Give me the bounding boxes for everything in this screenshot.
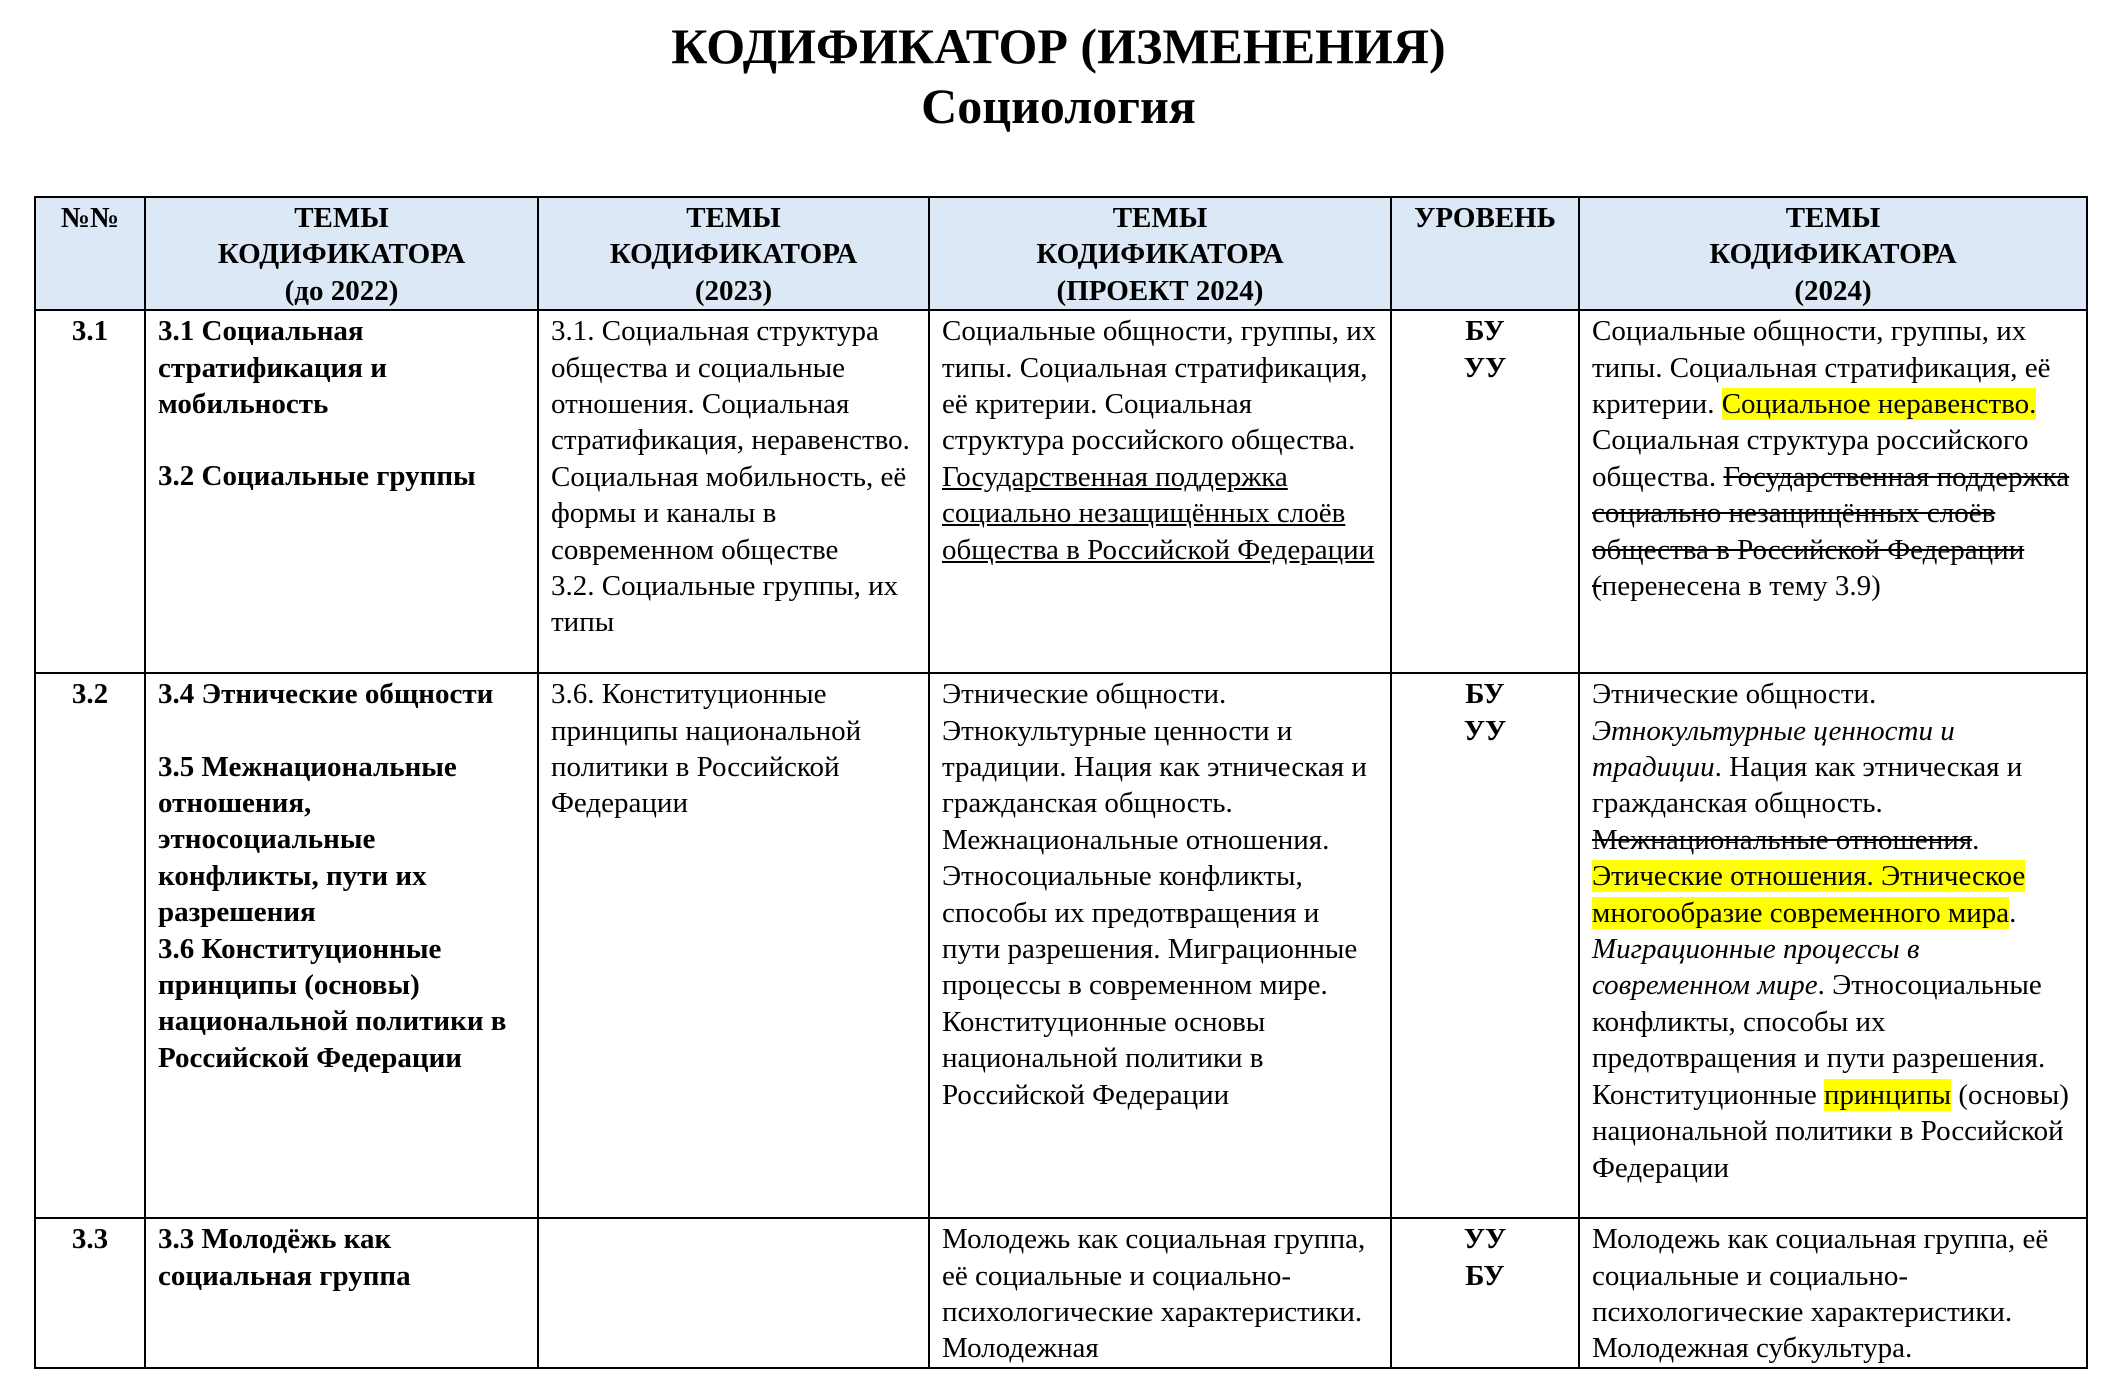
table-row: [35, 673, 2087, 1218]
row-number: 3.2: [35, 673, 145, 1218]
topics-2023: 3.1. Социальная структура общества и социальные отношения. Социальная стратификация, неравенство. Социальная мобильность, её формы и каналы в современном обществе 3.2. Социальные группы, их типы: [538, 310, 929, 673]
codifier-table: [34, 196, 2088, 1369]
row-number: 3.1: [35, 310, 145, 673]
struck-text: Межнациональные отношения: [1592, 823, 1973, 856]
topics-before-2022: 3.3 Молодёжь как социальная группа: [145, 1218, 538, 1368]
column-header-before-2022: ТЕМЫ КОДИФИКАТОРА (до 2022): [145, 197, 538, 310]
topics-2023: 3.6. Конституционные принципы национальной политики в Российской Федерации: [538, 673, 929, 1218]
topics-2023: [538, 1218, 929, 1368]
topics-2024: Этнические общности. Этнокультурные ценности и традиции. Нация как этническая и гражданская общность. Межнациональные отношения. Этические отношения. Этническое многообразие современного мира. Миграционные процессы в современном мире. Этносоциальные конфликты, способы их предотвращения и пути разрешения. Конституционные принципы (основы) национальной политики в Российской Федерации: [1579, 673, 2087, 1218]
level: БУ УУ: [1391, 310, 1579, 673]
topics-before-2022: 3.4 Этнические общности 3.5 Межнациональные отношения, этносоциальные конфликты, пути их разрешения 3.6 Конституционные принципы (основы) национальной политики в Российской Федерации: [145, 673, 538, 1218]
table-header-row: [35, 197, 2087, 310]
highlighted-text: принципы: [1823, 1078, 1952, 1111]
column-header-number: №№: [35, 197, 145, 310]
row-number: 3.3: [35, 1218, 145, 1368]
page-title: [0, 16, 2117, 136]
topics-project-2024: Социальные общности, группы, их типы. Социальная стратификация, её критерии. Социальная структура российского общества. Государственная поддержка социально незащищённых слоёв общества в Российской Федерации: [929, 310, 1391, 673]
topics-project-2024: Этнические общности. Этнокультурные ценности и традиции. Нация как этническая и гражданская общность. Межнациональные отношения. Этносоциальные конфликты, способы их предотвращения и пути разрешения. Миграционные процессы в современном мире. Конституционные основы национальной политики в Российской Федерации: [929, 673, 1391, 1218]
column-header-project-2024: ТЕМЫ КОДИФИКАТОРА (ПРОЕКТ 2024): [929, 197, 1391, 310]
column-header-2023: ТЕМЫ КОДИФИКАТОРА (2023): [538, 197, 929, 310]
topics-project-2024: Молодежь как социальная группа, её социальные и социально-психологические характеристики. Молодежная: [929, 1218, 1391, 1368]
highlighted-text: Социальное неравенство.: [1721, 388, 2037, 421]
column-header-level: УРОВЕНЬ: [1391, 197, 1579, 310]
table-row: [35, 1218, 2087, 1368]
highlighted-text: Этические отношения. Этническое многообразие современного мира: [1592, 860, 2026, 929]
level: БУ УУ: [1391, 673, 1579, 1218]
topics-2024: Социальные общности, группы, их типы. Социальная стратификация, её критерии. Социальное неравенство. Социальная структура российского общества. Государственная поддержка социально незащищённых слоёв общества в Российской Федерации (перенесена в тему 3.9): [1579, 310, 2087, 673]
table-row: [35, 310, 2087, 673]
title-line-2: Социология: [921, 78, 1196, 134]
column-header-2024: ТЕМЫ КОДИФИКАТОРА (2024): [1579, 197, 2087, 310]
topics-before-2022: 3.1 Социальная стратификация и мобильность 3.2 Социальные группы: [145, 310, 538, 673]
topics-2024: Молодежь как социальная группа, её социальные и социально-психологические характеристики. Молодежная субкультура.: [1579, 1218, 2087, 1368]
struck-text: Государственная поддержка социально незащищённых слоёв общества в Российской Федерации: [1592, 460, 2070, 566]
title-line-1: КОДИФИКАТОР (ИЗМЕНЕНИЯ): [671, 18, 1446, 74]
level: УУ БУ: [1391, 1218, 1579, 1368]
